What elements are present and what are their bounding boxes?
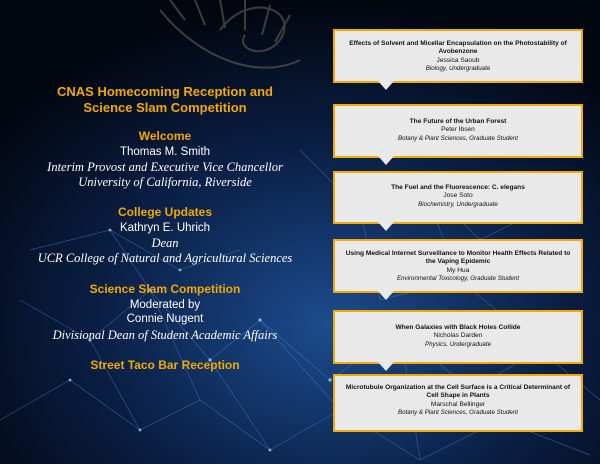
updates-speaker-title: Dean xyxy=(151,236,179,250)
talk-card xyxy=(333,310,583,364)
talk-presenter: Marschal Bellinger xyxy=(430,400,486,408)
event-title-line-1: CNAS Homecoming Reception and xyxy=(57,84,273,99)
welcome-speaker-org: University of California, Riverside xyxy=(78,175,252,189)
card-pointer xyxy=(378,222,394,231)
talk-department: Botany & Plant Sciences, Graduate Student xyxy=(397,409,519,417)
talk-card xyxy=(333,374,583,432)
talk-title: The Fuel and the Fluorescence: C. elegans xyxy=(391,184,525,191)
talk-department: Physics, Undergraduate xyxy=(424,340,492,348)
event-title-line-2: Science Slam Competition xyxy=(83,100,247,115)
talk-title: Effects of Solvent and Micellar Encapsulation on the Photostability of Avobenzone xyxy=(349,40,567,56)
talk-presenter: Jose Soto xyxy=(443,192,473,200)
talk-presenter: Nicholas Darden xyxy=(433,332,483,340)
talk-title: Microtubule Organization at the Cell Surface is a Critical Determinant of Cell Shape in Plants xyxy=(345,384,571,400)
event-title xyxy=(0,84,330,116)
welcome-speaker-title: Interim Provost and Executive Vice Chancellor xyxy=(47,160,283,174)
card-pointer xyxy=(378,81,394,90)
program-heading-college-updates: College Updates xyxy=(117,205,213,219)
program-heading-welcome: Welcome xyxy=(138,129,192,143)
talk-department: Biology, Undergraduate xyxy=(425,65,491,73)
card-pointer xyxy=(378,156,394,165)
talk-title: The Future of the Urban Forest xyxy=(409,118,507,125)
updates-speaker-name: Kathryn E. Uhrich xyxy=(119,222,211,234)
program-heading-reception: Street Taco Bar Reception xyxy=(90,358,240,372)
talk-department: Environmental Toxicology, Graduate Student xyxy=(396,275,520,283)
slam-moderator-name: Connie Nugent xyxy=(126,313,204,325)
card-pointer xyxy=(378,362,394,371)
talk-card xyxy=(333,239,583,293)
talk-card xyxy=(333,29,583,83)
talk-presenter: Peter Ibsen xyxy=(441,126,475,134)
slam-moderated-by: Moderated by xyxy=(129,299,201,311)
card-pointer xyxy=(378,291,394,300)
talk-card xyxy=(333,104,583,158)
talk-department: Botany & Plant Sciences, Graduate Student xyxy=(397,134,519,142)
slam-moderator-title: Divisional Dean of Student Academic Affairs xyxy=(52,328,278,342)
talk-card xyxy=(333,171,583,224)
updates-speaker-org: UCR College of Natural and Agricultural Sciences xyxy=(37,251,293,265)
talk-presenter: Jessica Saoub xyxy=(436,56,480,64)
program-heading-science-slam: Science Slam Competition xyxy=(89,282,241,296)
talk-department: Biochemistry, Undergraduate xyxy=(418,200,498,208)
welcome-speaker-name: Thomas M. Smith xyxy=(119,146,211,158)
talk-presenter: My Hua xyxy=(446,266,470,274)
talk-title: Using Medical Internet Surveillance to Monitor Health Effects Related to the Vaping Epidemic xyxy=(345,250,571,266)
talk-title: When Galaxies with Black Holes Collide xyxy=(395,324,521,331)
